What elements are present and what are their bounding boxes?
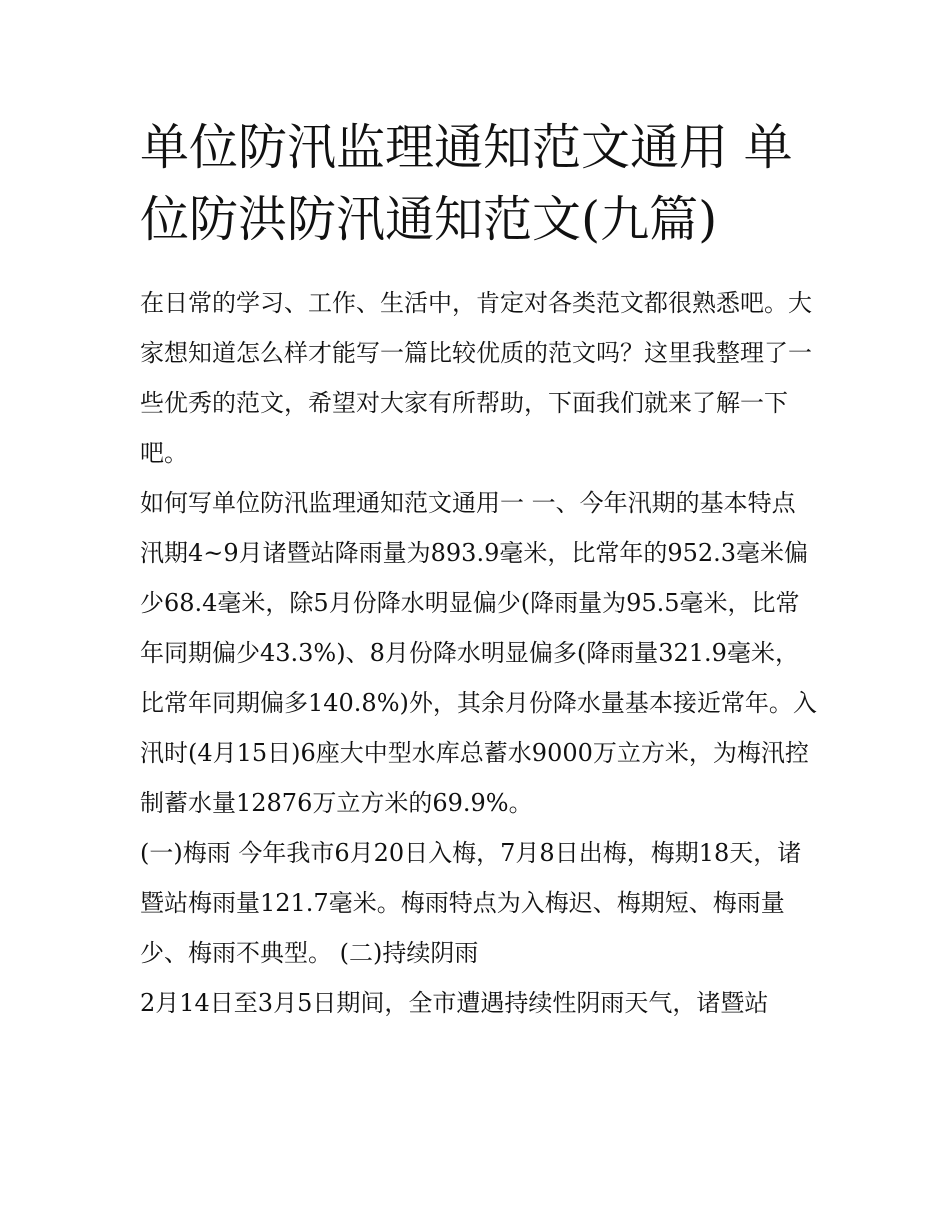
document-title: 单位防汛监理通知范文通用 单位防洪防汛通知范文(九篇)	[140, 119, 793, 248]
paragraph-rainfall: 汛期4~9月诸暨站降雨量为893.9毫米，比常年的952.3毫米偏少68.4毫米，除5月份降水明显偏少(降雨量为95.5毫米，比常年同期偏少43.3%)、8月份降水明显偏多(降雨量321.9毫米，比常年同期偏多140.8%)外，其余月份降水量基本接近常年。入汛时(4月15日)6座大中型水库总蓄水9000万立方米，为梅汛控制蓄水量12876万立方米的69.9%。	[140, 539, 817, 817]
paragraph-plum-rain: (一)梅雨 今年我市6月20日入梅，7月8日出梅，梅期18天，诸暨站梅雨量121.7毫米。梅雨特点为入梅迟、梅期短、梅雨量少、梅雨不典型。 (二)持续阴雨	[140, 839, 802, 967]
paragraph-intro: 在日常的学习、工作、生活中，肯定对各类范文都很熟悉吧。大家想知道怎么样才能写一篇比较优质的范文吗？这里我整理了一些优秀的范文，希望对大家有所帮助，下面我们就来了解一下吧。	[140, 289, 812, 467]
document-body	[140, 278, 820, 1028]
paragraph-continuous-rain: 2月14日至3月5日期间，全市遭遇持续性阴雨天气，诸暨站	[140, 989, 769, 1017]
paragraph-section-heading: 如何写单位防汛监理通知范文通用一 一、今年汛期的基本特点	[140, 489, 796, 517]
